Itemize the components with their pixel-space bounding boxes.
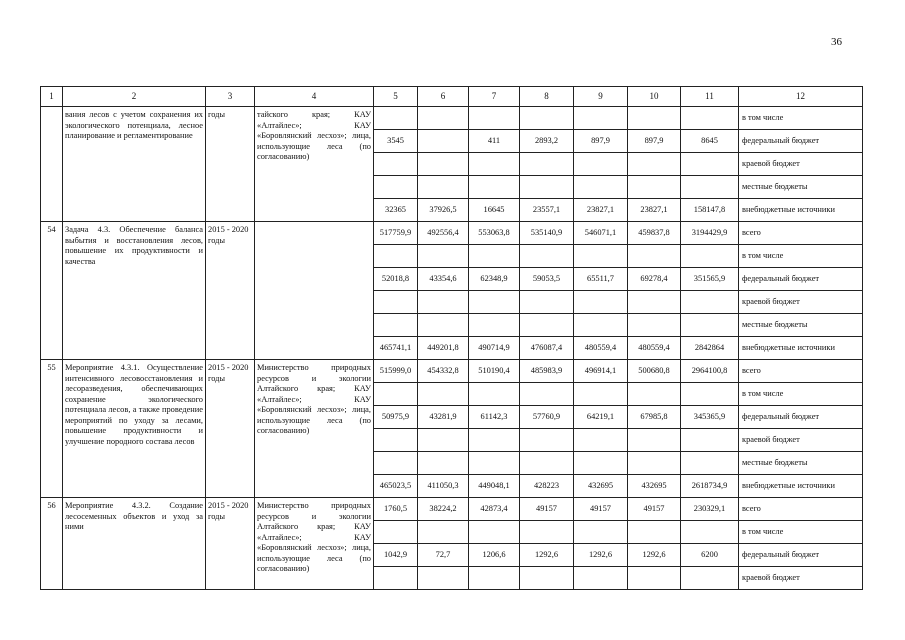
page-number: 36	[831, 36, 842, 48]
executor: Министерство природных ресурсов и экологии Алтайского края; КАУ «Алтайлес»; КАУ «Боровлянский лесхоз»; лица, использующие леса (по согласованию)	[255, 498, 374, 590]
value-cell: 16645	[469, 199, 520, 222]
value-cell	[628, 107, 681, 130]
value-cell	[469, 429, 520, 452]
funding-source: в том числе	[739, 245, 863, 268]
value-cell: 480559,4	[628, 337, 681, 360]
funding-source: внебюджетные источники	[739, 199, 863, 222]
value-cell	[374, 176, 418, 199]
value-cell	[681, 452, 739, 475]
funding-source: всего	[739, 222, 863, 245]
value-cell: 50975,9	[374, 406, 418, 429]
value-cell: 1760,5	[374, 498, 418, 521]
value-cell	[520, 383, 574, 406]
value-cell	[628, 176, 681, 199]
value-cell: 465023,5	[374, 475, 418, 498]
column-header: 12	[739, 87, 863, 107]
value-cell: 351565,9	[681, 268, 739, 291]
table-row	[41, 360, 863, 383]
column-header: 2	[63, 87, 206, 107]
value-cell	[574, 291, 628, 314]
value-cell: 449048,1	[469, 475, 520, 498]
value-cell	[681, 176, 739, 199]
row-number: 56	[41, 498, 63, 590]
value-cell	[418, 314, 469, 337]
value-cell	[628, 452, 681, 475]
value-cell	[628, 314, 681, 337]
funding-source: местные бюджеты	[739, 176, 863, 199]
value-cell	[681, 521, 739, 544]
column-header: 1	[41, 87, 63, 107]
value-cell: 411	[469, 130, 520, 153]
value-cell	[681, 429, 739, 452]
value-cell: 897,9	[574, 130, 628, 153]
column-header: 11	[681, 87, 739, 107]
value-cell: 515999,0	[374, 360, 418, 383]
activity-name: Задача 4.3. Обеспечение баланса выбытия и восстановления лесов, повышение их продуктивности и качества	[63, 222, 206, 360]
table-row	[41, 498, 863, 521]
value-cell: 476087,4	[520, 337, 574, 360]
value-cell: 490714,9	[469, 337, 520, 360]
executor: Министерство природных ресурсов и экологии Алтайского края; КАУ «Алтайлес»; КАУ «Боровлянский лесхоз»; лица, использующие леса (по согласованию)	[255, 360, 374, 498]
value-cell: 2893,2	[520, 130, 574, 153]
value-cell: 2964100,8	[681, 360, 739, 383]
value-cell	[520, 314, 574, 337]
funding-source: федеральный бюджет	[739, 268, 863, 291]
value-cell: 411050,3	[418, 475, 469, 498]
value-cell: 454332,8	[418, 360, 469, 383]
value-cell: 1292,6	[628, 544, 681, 567]
value-cell: 49157	[520, 498, 574, 521]
value-cell	[418, 176, 469, 199]
activity-name: Мероприятие 4.3.2. Создание лесосеменных объектов и уход за ними	[63, 498, 206, 590]
column-header: 4	[255, 87, 374, 107]
value-cell: 32365	[374, 199, 418, 222]
column-header: 5	[374, 87, 418, 107]
value-cell	[374, 291, 418, 314]
column-header: 10	[628, 87, 681, 107]
value-cell	[628, 153, 681, 176]
value-cell	[628, 291, 681, 314]
value-cell: 23827,1	[628, 199, 681, 222]
value-cell	[520, 521, 574, 544]
activity-name: вания лесов с учетом сохранения их экологического потенциала, лесное планирование и регламентирование	[63, 107, 206, 222]
value-cell: 59053,5	[520, 268, 574, 291]
period: 2015 - 2020 годы	[206, 360, 255, 498]
activity-name: Мероприятие 4.3.1. Осуществление интенсивного лесовосстановления и лесоразведения, обеспечивающих сохранение экологического потенциала лесов, а также проведение мероприятий по уходу за лесами, повышение продуктивности и улучшение породного состава лесов	[63, 360, 206, 498]
value-cell	[681, 314, 739, 337]
value-cell: 459837,8	[628, 222, 681, 245]
value-cell	[574, 245, 628, 268]
value-cell: 432695	[574, 475, 628, 498]
value-cell	[520, 567, 574, 590]
value-cell	[520, 429, 574, 452]
header-row	[41, 87, 863, 107]
budget-table	[40, 86, 863, 590]
value-cell	[469, 107, 520, 130]
row-number	[41, 107, 63, 222]
value-cell	[574, 452, 628, 475]
value-cell: 2618734,9	[681, 475, 739, 498]
value-cell	[418, 452, 469, 475]
period: 2015 - 2020 годы	[206, 222, 255, 360]
value-cell: 158147,8	[681, 199, 739, 222]
value-cell: 897,9	[628, 130, 681, 153]
value-cell: 432695	[628, 475, 681, 498]
value-cell	[574, 153, 628, 176]
value-cell	[574, 429, 628, 452]
value-cell	[628, 521, 681, 544]
value-cell: 510190,4	[469, 360, 520, 383]
value-cell	[418, 383, 469, 406]
value-cell: 65511,7	[574, 268, 628, 291]
funding-source: в том числе	[739, 521, 863, 544]
value-cell: 52018,8	[374, 268, 418, 291]
value-cell: 3194429,9	[681, 222, 739, 245]
value-cell	[469, 383, 520, 406]
value-cell	[681, 153, 739, 176]
column-header: 7	[469, 87, 520, 107]
value-cell	[469, 176, 520, 199]
value-cell: 43281,9	[418, 406, 469, 429]
value-cell: 43354,6	[418, 268, 469, 291]
value-cell: 1206,6	[469, 544, 520, 567]
value-cell	[469, 153, 520, 176]
value-cell	[628, 567, 681, 590]
column-header: 6	[418, 87, 469, 107]
value-cell	[681, 245, 739, 268]
row-number: 55	[41, 360, 63, 498]
value-cell: 500680,8	[628, 360, 681, 383]
funding-source: федеральный бюджет	[739, 406, 863, 429]
value-cell	[520, 245, 574, 268]
value-cell	[628, 429, 681, 452]
value-cell: 67985,8	[628, 406, 681, 429]
value-cell	[374, 383, 418, 406]
value-cell	[469, 291, 520, 314]
value-cell	[628, 245, 681, 268]
table-row	[41, 107, 863, 130]
column-header: 9	[574, 87, 628, 107]
value-cell	[574, 521, 628, 544]
value-cell: 6200	[681, 544, 739, 567]
value-cell	[374, 245, 418, 268]
value-cell: 49157	[574, 498, 628, 521]
value-cell	[374, 429, 418, 452]
value-cell: 2842864	[681, 337, 739, 360]
value-cell	[374, 314, 418, 337]
value-cell	[374, 153, 418, 176]
column-header: 3	[206, 87, 255, 107]
value-cell	[628, 383, 681, 406]
value-cell: 23827,1	[574, 199, 628, 222]
value-cell: 61142,3	[469, 406, 520, 429]
value-cell: 546071,1	[574, 222, 628, 245]
funding-source: федеральный бюджет	[739, 130, 863, 153]
funding-source: в том числе	[739, 107, 863, 130]
period: годы	[206, 107, 255, 222]
funding-source: всего	[739, 360, 863, 383]
value-cell: 42873,4	[469, 498, 520, 521]
value-cell: 230329,1	[681, 498, 739, 521]
value-cell: 38224,2	[418, 498, 469, 521]
value-cell	[574, 314, 628, 337]
value-cell: 485983,9	[520, 360, 574, 383]
value-cell	[469, 452, 520, 475]
value-cell: 1042,9	[374, 544, 418, 567]
value-cell	[469, 521, 520, 544]
value-cell	[374, 107, 418, 130]
value-cell	[418, 291, 469, 314]
period: 2015 - 2020 годы	[206, 498, 255, 590]
value-cell	[374, 567, 418, 590]
value-cell	[418, 130, 469, 153]
value-cell	[574, 383, 628, 406]
funding-source: краевой бюджет	[739, 153, 863, 176]
value-cell	[520, 291, 574, 314]
value-cell	[681, 291, 739, 314]
value-cell	[574, 107, 628, 130]
value-cell: 449201,8	[418, 337, 469, 360]
value-cell	[418, 107, 469, 130]
funding-source: федеральный бюджет	[739, 544, 863, 567]
funding-source: внебюджетные источники	[739, 337, 863, 360]
funding-source: краевой бюджет	[739, 429, 863, 452]
funding-source: местные бюджеты	[739, 314, 863, 337]
value-cell	[418, 567, 469, 590]
value-cell	[469, 245, 520, 268]
funding-source: внебюджетные источники	[739, 475, 863, 498]
table-row	[41, 222, 863, 245]
value-cell	[469, 567, 520, 590]
value-cell	[681, 567, 739, 590]
value-cell	[681, 383, 739, 406]
value-cell	[374, 452, 418, 475]
value-cell	[374, 521, 418, 544]
executor	[255, 222, 374, 360]
value-cell: 553063,8	[469, 222, 520, 245]
value-cell: 492556,4	[418, 222, 469, 245]
value-cell	[520, 153, 574, 176]
value-cell: 49157	[628, 498, 681, 521]
value-cell: 1292,6	[574, 544, 628, 567]
funding-source: всего	[739, 498, 863, 521]
funding-source: в том числе	[739, 383, 863, 406]
value-cell	[418, 429, 469, 452]
value-cell: 64219,1	[574, 406, 628, 429]
value-cell	[520, 452, 574, 475]
funding-source: местные бюджеты	[739, 452, 863, 475]
value-cell: 62348,9	[469, 268, 520, 291]
value-cell	[418, 521, 469, 544]
value-cell: 8645	[681, 130, 739, 153]
value-cell: 535140,9	[520, 222, 574, 245]
value-cell	[574, 567, 628, 590]
funding-source: краевой бюджет	[739, 567, 863, 590]
row-number: 54	[41, 222, 63, 360]
value-cell: 72,7	[418, 544, 469, 567]
value-cell: 345365,9	[681, 406, 739, 429]
value-cell: 69278,4	[628, 268, 681, 291]
value-cell: 496914,1	[574, 360, 628, 383]
executor: тайского края; КАУ «Алтайлес»; КАУ «Боровлянский лесхоз»; лица, использующие леса (по согласованию)	[255, 107, 374, 222]
funding-source: краевой бюджет	[739, 291, 863, 314]
value-cell: 465741,1	[374, 337, 418, 360]
column-header: 8	[520, 87, 574, 107]
value-cell: 3545	[374, 130, 418, 153]
value-cell	[681, 107, 739, 130]
value-cell: 57760,9	[520, 406, 574, 429]
value-cell	[418, 245, 469, 268]
value-cell	[574, 176, 628, 199]
value-cell	[418, 153, 469, 176]
value-cell: 1292,6	[520, 544, 574, 567]
value-cell: 37926,5	[418, 199, 469, 222]
value-cell: 517759,9	[374, 222, 418, 245]
value-cell	[469, 314, 520, 337]
value-cell	[520, 176, 574, 199]
value-cell: 480559,4	[574, 337, 628, 360]
value-cell: 428223	[520, 475, 574, 498]
value-cell	[520, 107, 574, 130]
value-cell: 23557,1	[520, 199, 574, 222]
